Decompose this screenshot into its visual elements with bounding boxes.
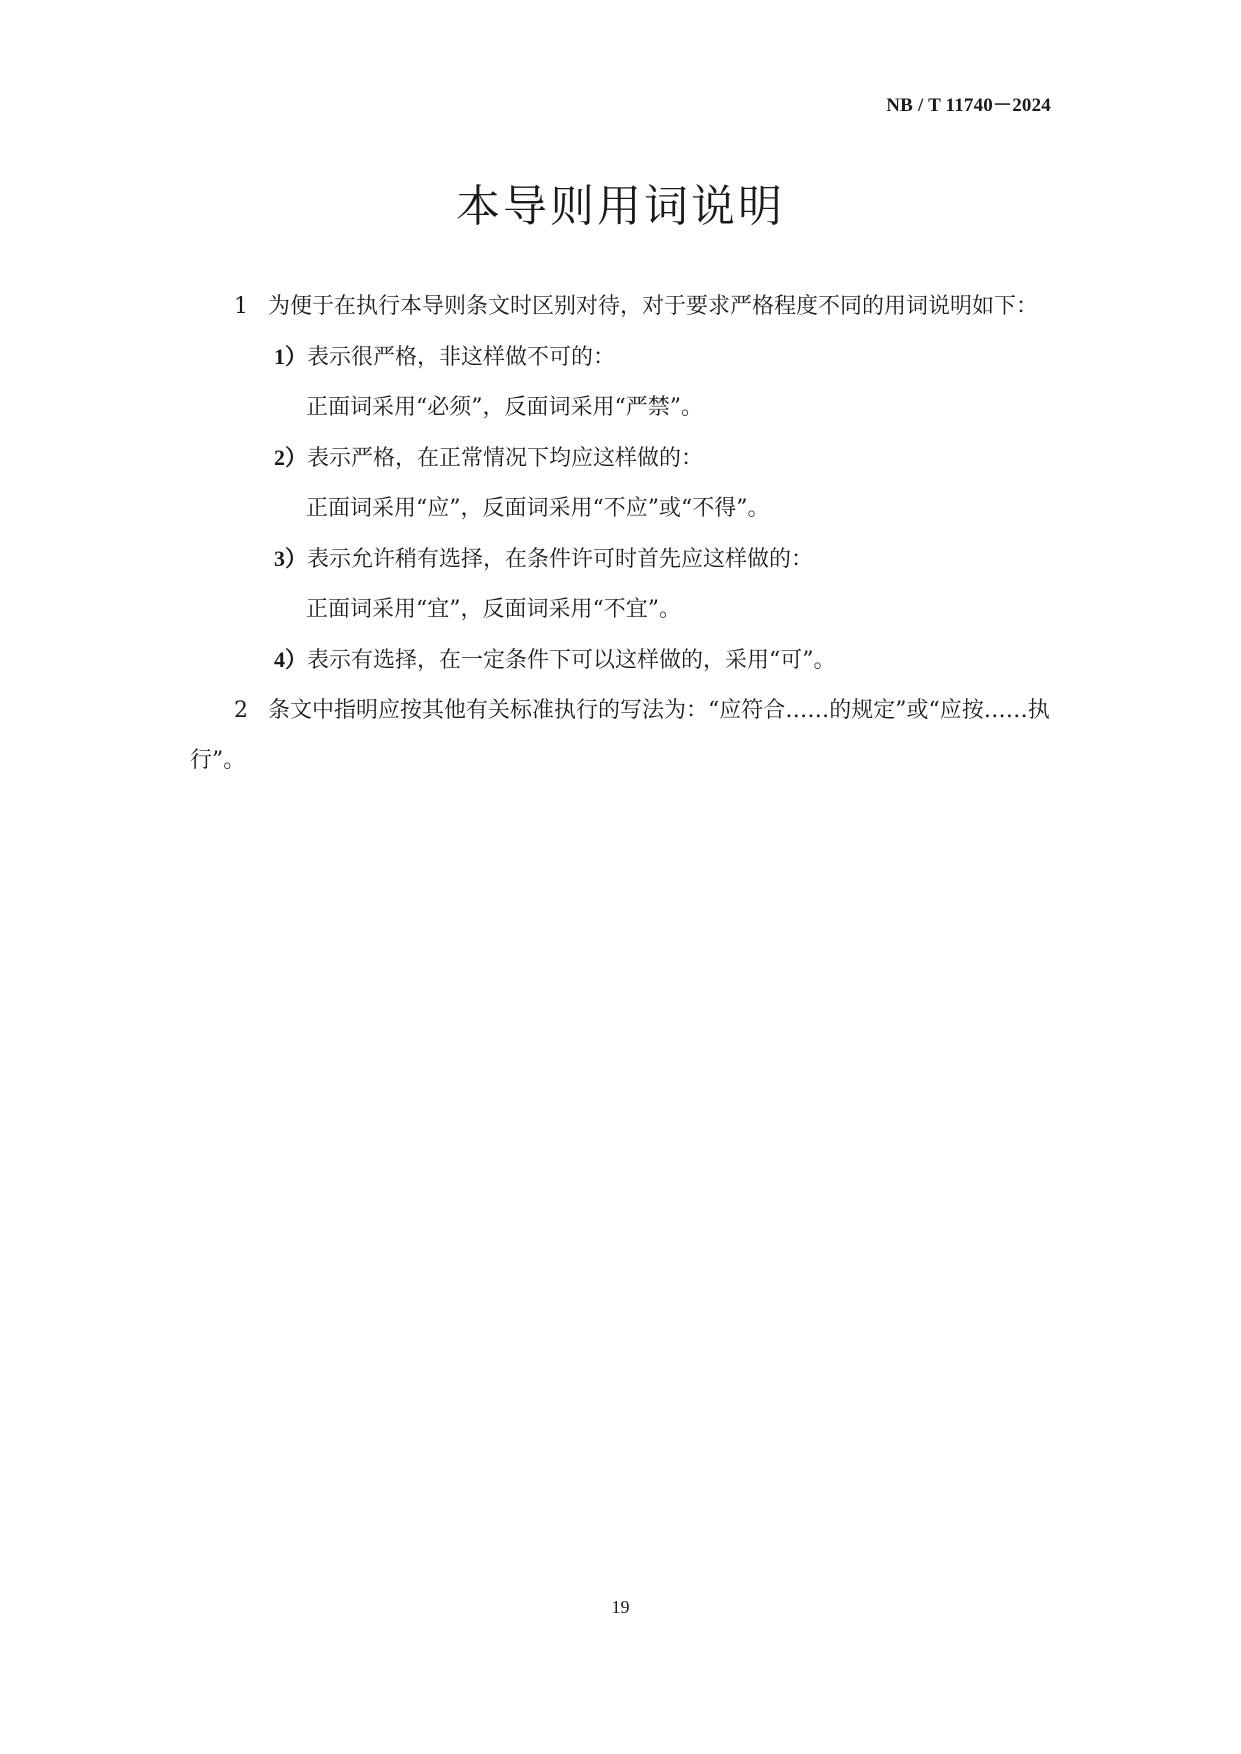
page-title: 本导则用词说明 [456, 181, 785, 232]
sub-item-number: 3） [274, 546, 308, 571]
sub-item-detail: 正面词采用“必须”，反面词采用“严禁”。 [306, 395, 703, 420]
sub-item-3 [190, 534, 1052, 585]
clause-number: 2 [234, 698, 248, 723]
sub-item-number: 1） [274, 344, 308, 369]
clause-text: 条文中指明应按其他有关标准执行的写法为：“应符合……的规定”或“应按……执行”。 [190, 698, 1050, 773]
sub-item-number: 2） [274, 445, 308, 470]
sub-item-detail: 正面词采用“应”，反面词采用“不应”或“不得”。 [306, 496, 770, 521]
sub-item-text: 表示很严格，非这样做不可的： [307, 345, 616, 370]
sub-item-number: 4） [274, 647, 308, 672]
standard-code: NB / T 11740－2024 [886, 95, 1051, 116]
clause-number: 1 [234, 294, 248, 319]
sub-item-text: 表示允许稍有选择，在条件许可时首先应这样做的： [307, 547, 814, 572]
clause-1 [190, 282, 1052, 332]
clause-text: 为便于在执行本导则条文时区别对待，对于要求严格程度不同的用词说明如下： [268, 294, 1039, 319]
page-number: 19 [611, 1597, 630, 1617]
sub-item-text: 表示严格，在正常情况下均应这样做的： [307, 446, 704, 471]
clause-2 [190, 686, 1052, 786]
document-body [190, 282, 1052, 786]
sub-item-detail: 正面词采用“宜”，反面词采用“不宜”。 [306, 597, 681, 622]
sub-item-text: 表示有选择，在一定条件下可以这样做的，采用“可”。 [307, 648, 836, 673]
sub-item-1 [190, 332, 1052, 383]
sub-item-2 [190, 433, 1052, 484]
sub-item-4 [190, 635, 1052, 686]
